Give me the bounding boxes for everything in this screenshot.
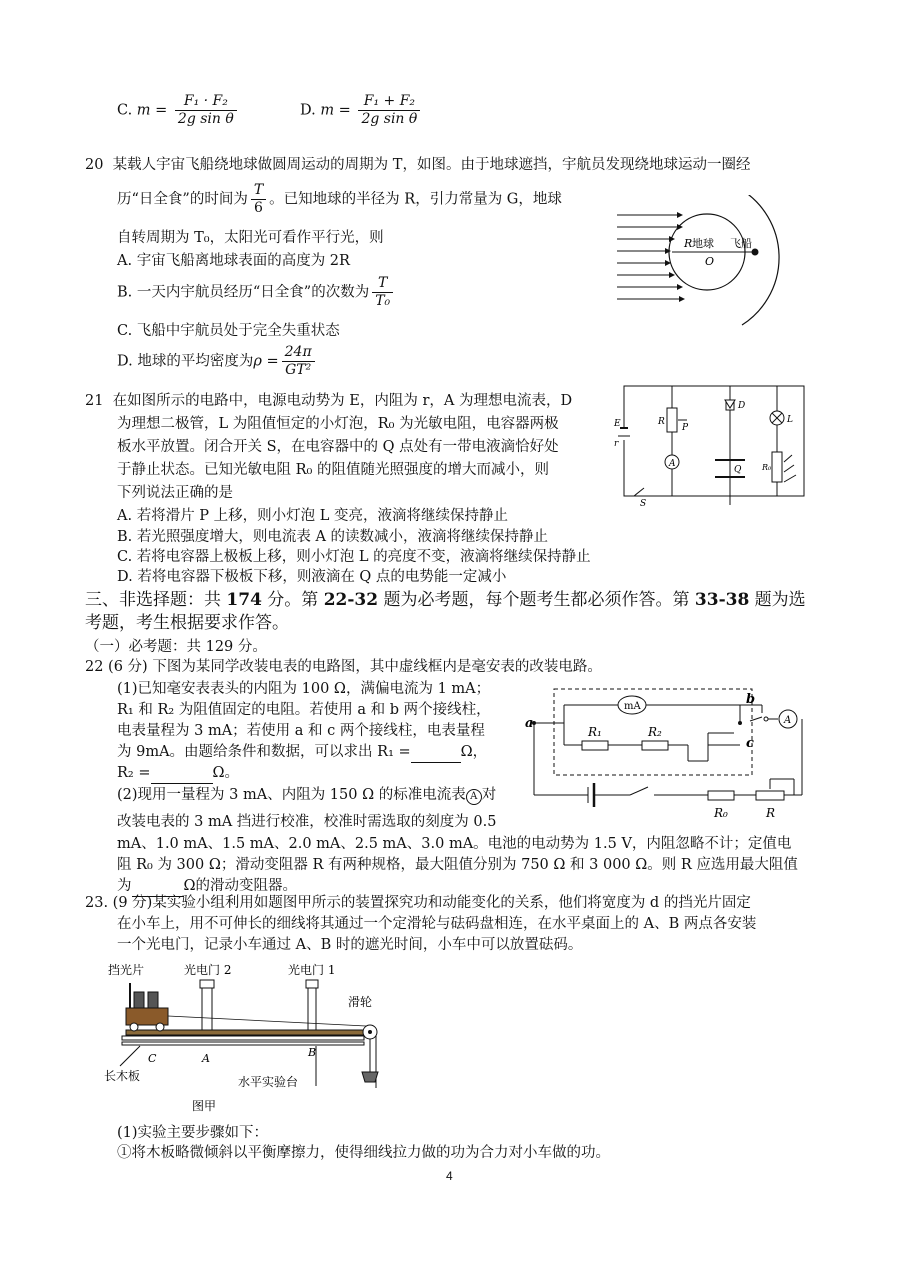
- photo-resistor-label: R₀: [762, 463, 772, 472]
- q20-line1: 20 某载人宇宙飞船绕地球做圆周运动的周期为 T，如图。由于地球遮挡，宇航员发现绕地球运动一圈经: [85, 157, 751, 173]
- orbit-arc: [742, 195, 779, 325]
- q20-option-d: D. 地球的平均密度为ρ = $\frac{24\pi}{\text{GT²}}$: [117, 344, 318, 379]
- page-number: 4: [446, 1169, 453, 1183]
- q21-option-b: B. 若光照强度增大，则电流表 A 的读数减小，液滴将继续保持静止: [117, 529, 549, 545]
- q22-p2-l1: (2)现用一量程为 3 mA、内阻为 150 Ω 的标准电流表 A 对: [117, 787, 497, 803]
- emf-label: E: [614, 419, 621, 429]
- section3-line1: 三、非选择题：共 174 分。第 22-32 题为必考题，每个题考生都必须作答。第 33-38 题为选: [85, 590, 806, 610]
- point-c-label: C: [148, 1052, 157, 1065]
- q22-p2-l2: 改装电表的 3 mA 挡进行校准，校准时需选取的刻度为 0.5: [117, 814, 497, 830]
- q21-line5: 下列说法正确的是: [117, 485, 233, 501]
- table-label: 水平实验台: [238, 1075, 299, 1089]
- r2-label: R₂: [648, 725, 662, 739]
- q20-line3: 自转周期为 T₀，太阳光可看作平行光，则: [117, 230, 384, 246]
- q22-p1-l1: (1)已知毫安表表头的内阻为 100 Ω，满偏电流为 1 mA；: [117, 681, 491, 697]
- q22-p2-l3: mA、1.0 mA、1.5 mA、2.0 mA、2.5 mA、3.0 mA。电池的电动势为 1.5 V，内阻忽略不计；定值电: [117, 836, 792, 852]
- section3-line2: 考题，考生根据要求作答。: [85, 613, 289, 633]
- sunlight-rays: [617, 215, 684, 299]
- q21-option-c: C. 若将电容器上极板上移，则小灯泡 L 的亮度不变，液滴将继续保持静止: [117, 549, 591, 565]
- q22-head: 22 (6 分) 下图为某同学改装电表的电路图，其中虚线框内是毫安表的改装电路。: [85, 659, 602, 675]
- r1-label: R₁: [588, 725, 602, 739]
- ammeter-label: A: [784, 715, 792, 726]
- slider-label: P: [682, 423, 689, 433]
- board-label: 长木板: [104, 1069, 141, 1083]
- q20-orbit-figure: [612, 195, 797, 330]
- ammeter-label: A: [669, 459, 676, 469]
- diode-label: D: [738, 401, 746, 411]
- rheostat-label: R: [766, 806, 776, 820]
- milliammeter-label: mA: [624, 701, 641, 712]
- internal-r-label: r: [614, 439, 619, 449]
- cart: [126, 1008, 168, 1025]
- q22-p1-l4: 为 9mA。由题给条件和数据，可以求出 R₁ = Ω，: [117, 742, 487, 763]
- ship-label: 飞船: [730, 237, 752, 250]
- q20-option-b: B. 一天内宇航员经历“日全食”的次数为 $\frac{T}{\text{T₀}}$: [117, 275, 396, 310]
- q19-option-c: C. m = $\frac{\text{F₁ · F₂}}{\text{2g sin θ}}$: [117, 93, 240, 128]
- q21-line1: 21 在如图所示的电路中，电源电动势为 E，内阻为 r，A 为理想电流表，D: [85, 393, 573, 409]
- shade-label: 挡光片: [108, 963, 145, 977]
- q23-step-1: ①将木板略微倾斜以平衡摩擦力，使得细线拉力做的功为合力对小车做的功。: [117, 1145, 610, 1161]
- q21-line3: 板水平放置。闭合开关 S，在电容器中的 Q 点处有一带电液滴恰好处: [117, 439, 559, 455]
- q21-option-d: D. 若将电容器下极板下移，则液滴在 Q 点的电势能一定减小: [117, 569, 507, 585]
- q21-line2: 为理想二极管，L 为阻值恒定的小灯泡，R₀ 为光敏电阻，电容器两极: [117, 416, 559, 432]
- q22-p2-l4: 阻 R₀ 为 300 Ω；滑动变阻器 R 有两种规格，最大阻值分别为 750 Ω 和 3 000 Ω。则 R 应选用最大阻值: [117, 857, 798, 873]
- q22-p2-l5: 为 Ω的滑动变阻器。: [117, 876, 297, 897]
- terminal-b: b: [746, 692, 756, 707]
- q22-p1-l2: R₁ 和 R₂ 为阻值固定的电阻。若使用 a 和 b 两个接线柱，: [117, 702, 491, 718]
- point-a-label: A: [202, 1052, 210, 1065]
- q22-circuit-figure: [522, 683, 812, 823]
- point-b-label: B: [308, 1046, 317, 1059]
- q23-line2: 在小车上，用不可伸长的细线将其通过一个定滑轮与砝码盘相连，在水平桌面上的 A、B 两点各安装: [117, 916, 757, 932]
- point-q-label: Q: [734, 465, 742, 475]
- q21-line4: 于静止状态。已知光敏电阻 R₀ 的阻值随光照强度的增大而减小，则: [117, 462, 549, 478]
- terminal-c: c: [746, 736, 754, 751]
- q23-line3: 一个光电门，记录小车通过 A、B 时的遮光时间，小车中可以放置砝码。: [117, 937, 583, 953]
- section3-sub: （一）必考题：共 129 分。: [85, 639, 267, 655]
- center-label: O: [705, 255, 715, 268]
- q21-circuit-figure: [612, 380, 812, 510]
- q20-line2: 历“日全食”的时间为 $\frac{T}{6}$ 。已知地球的半径为 R，引力常量为 G，地球: [117, 182, 562, 216]
- earth-label: 地球: [692, 237, 714, 250]
- pulley-label: 滑轮: [348, 995, 373, 1009]
- q20-option-c: C. 飞船中宇航员处于完全失重状态: [117, 323, 340, 339]
- q20-option-a: A. 宇宙飞船离地球表面的高度为 2R: [117, 253, 350, 269]
- q22-p1-l3: 电表量程为 3 mA；若使用 a 和 c 两个接线柱，电表量程: [117, 723, 485, 739]
- gate2-label: 光电门 2: [184, 963, 232, 977]
- rheostat-label: R: [658, 417, 665, 427]
- q23-line1: 23. (9 分)某实验小组利用如题图甲所示的装置探究功和动能变化的关系，他们将宽度为 d 的挡光片固定: [85, 895, 751, 911]
- gate1-label: 光电门 1: [288, 963, 336, 977]
- radius-label: R: [684, 237, 693, 250]
- q19-option-d: D. m = $\frac{\text{F₁ + F₂}}{\text{2g sin θ}}$: [300, 93, 423, 128]
- switch-label: S: [640, 499, 647, 509]
- q21-option-a: A. 若将滑片 P 上移，则小灯泡 L 变亮，液滴将继续保持静止: [117, 508, 509, 524]
- r0-label: R₀: [714, 806, 728, 820]
- q23-step-intro: (1)实验主要步骤如下：: [117, 1125, 269, 1141]
- lamp-label: L: [787, 415, 793, 425]
- figure-caption: 图甲: [192, 1099, 217, 1113]
- spaceship-dot: [752, 249, 759, 256]
- q23-apparatus-figure: [100, 958, 400, 1118]
- q22-p1-l5: R₂ = Ω。: [117, 763, 239, 784]
- terminal-a: a: [525, 716, 534, 731]
